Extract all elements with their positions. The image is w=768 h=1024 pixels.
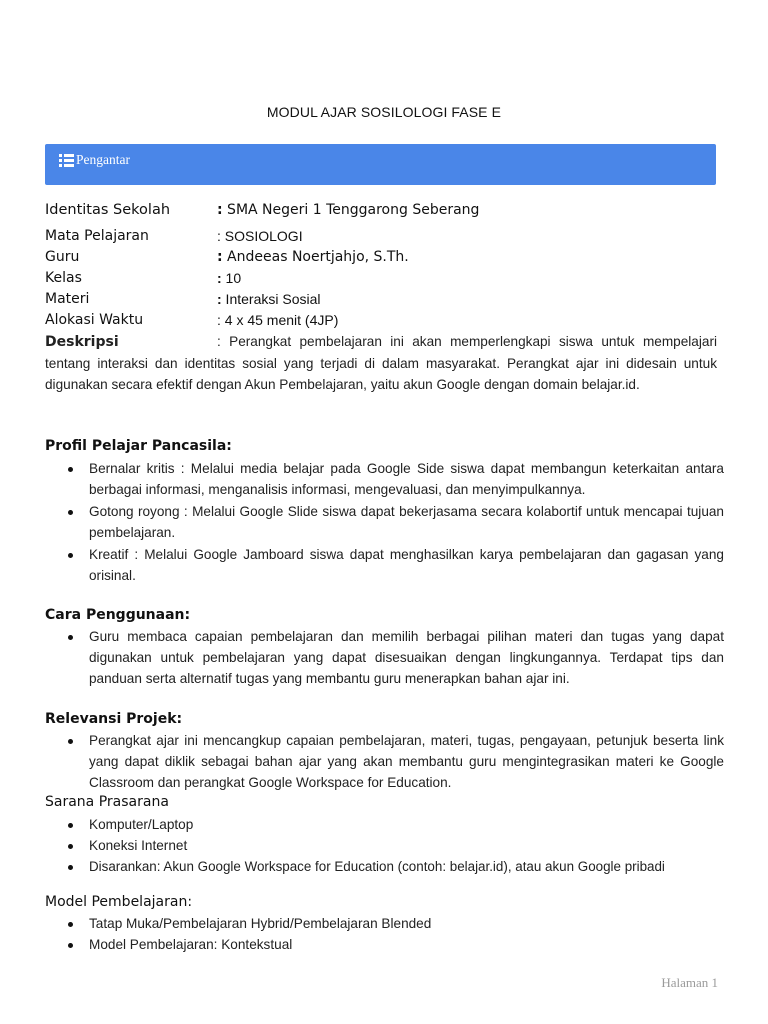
identity-value: SMA Negeri 1 Tenggarong Seberang (222, 202, 480, 218)
banner-label: Pengantar (76, 152, 130, 167)
list-item: Gotong royong : Melalui Google Slide siswa dapat bekerjasama secara kolabortif untuk mencapai tujuan pembelajaran. (64, 501, 724, 543)
list-item: Koneksi Internet (64, 835, 754, 856)
bullet-icon (68, 739, 73, 744)
bullet-list (64, 458, 724, 586)
identity-sep: : (217, 291, 222, 307)
identity-row-waktu (45, 310, 338, 331)
section-heading: Profil Pelajar Pancasila: (45, 438, 232, 454)
list-item: Model Pembelajaran: Kontekstual (64, 934, 754, 955)
document-title: MODUL AJAR SOSILOLOGI FASE E (266, 104, 502, 120)
list-icon (59, 153, 75, 167)
section-heading: Cara Penggunaan: (45, 607, 191, 623)
identity-row-materi (45, 289, 321, 310)
bullet-icon (68, 943, 73, 948)
bullet-icon (68, 922, 73, 927)
list-item: Komputer/Laptop (64, 814, 754, 835)
identity-key: Mata Pelajaran (45, 228, 149, 244)
identity-key: Guru (45, 249, 80, 265)
section-heading: Sarana Prasarana (45, 794, 169, 810)
deskripsi-text: : Perangkat pembelajaran ini akan memperlengkapi siswa untuk mempelajari tentang interaksi dan identitas sosial yang terjadi di dalam masyarakat. Perangkat ajar ini didesain untuk digunakan secara efektif dengan Akun Pembelajaran, yaitu akun Google dengan domain belajar.id. (45, 334, 717, 392)
list-item: Perangkat ajar ini mencangkup capaian pembelajaran, materi, tugas, pengayaan, petunjuk beserta link yang dapat diklik sebagai bahan ajar yang akan membantu guru mengintegrasikan materi ke Google Classroom dan perangkat Google Workspace for Education. (64, 730, 724, 793)
bullet-list (64, 814, 754, 877)
deskripsi-paragraph (45, 331, 717, 395)
list-item: Kreatif : Melalui Google Jamboard siswa dapat menghasilkan karya pembelajaran dan gagasan yang orisinal. (64, 544, 724, 586)
identity-sep: : (217, 228, 221, 244)
identity-value: Andeeas Noertjahjo, S.Th. (222, 249, 409, 265)
identity-key: Alokasi Waktu (45, 312, 144, 328)
list-item: Bernalar kritis : Melalui media belajar pada Google Side siswa dapat membangun keterkaitan antara berbagai informasi, menganalisis informasi, mengevaluasi, dan menyimpulkannya. (64, 458, 724, 500)
identity-sep: : (217, 202, 223, 218)
bullet-icon (68, 865, 73, 870)
identity-key: Kelas (45, 270, 82, 286)
identity-key: Materi (45, 291, 90, 307)
bullet-list (64, 913, 754, 955)
identity-value: 4 x 45 menit (4JP) (220, 312, 339, 328)
list-item: Guru membaca capaian pembelajaran dan memilih berbagai pilihan materi dan tugas yang dapat digunakan untuk pembelajaran yang dapat disesuaikan dengan lingkungannya. Terdapat tips dan panduan serta alternatif tugas yang membantu guru menerapkan bahan ajar ini. (64, 626, 724, 689)
identity-sep: : (217, 249, 223, 265)
identity-sep: : (217, 270, 222, 286)
bullet-list (64, 730, 724, 793)
bullet-list (64, 626, 724, 689)
identity-row-guru (45, 247, 409, 268)
page-number: Halaman 1 (661, 975, 718, 990)
identity-value: Interaksi Sosial (221, 291, 321, 307)
identity-value: 10 (221, 270, 242, 286)
section-banner (45, 144, 716, 185)
identity-sep: : (217, 312, 221, 328)
bullet-icon (68, 553, 73, 558)
deskripsi-key: Deskripsi (45, 334, 119, 350)
identity-row-kelas (45, 268, 241, 289)
bullet-icon (68, 467, 73, 472)
list-item: Tatap Muka/Pembelajaran Hybrid/Pembelajaran Blended (64, 913, 754, 934)
bullet-icon (68, 823, 73, 828)
identity-key: Identitas Sekolah (45, 202, 171, 218)
bullet-icon (68, 510, 73, 515)
identity-row-mapel (45, 226, 303, 247)
section-heading: Relevansi Projek: (45, 711, 183, 727)
section-heading: Model Pembelajaran: (45, 894, 193, 910)
identity-value: SOSIOLOGI (220, 228, 303, 244)
bullet-icon (68, 635, 73, 640)
list-item: Disarankan: Akun Google Workspace for Education (contoh: belajar.id), atau akun Google pribadi (64, 856, 754, 877)
bullet-icon (68, 844, 73, 849)
identity-row-sekolah (45, 200, 479, 221)
